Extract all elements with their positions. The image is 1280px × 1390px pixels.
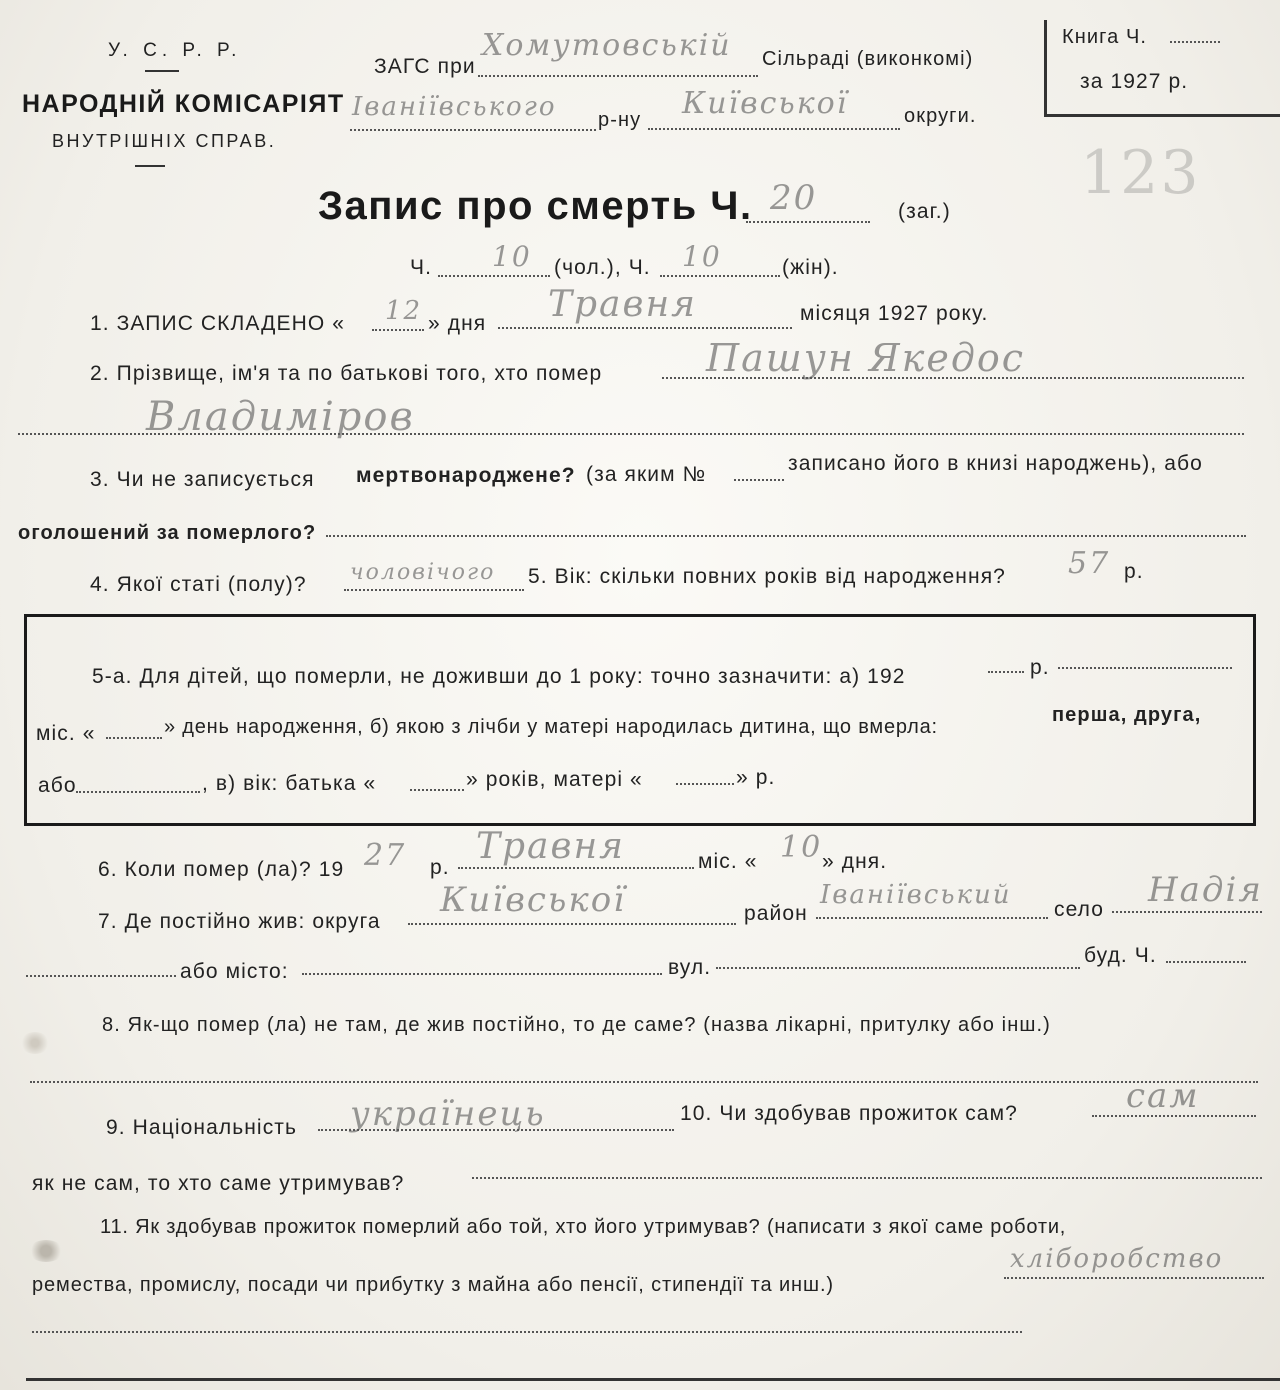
field-2-name-handwritten: Пашун Якедос (706, 336, 1026, 380)
bottom-rule (26, 1378, 1280, 1381)
field-5a-order-options: перша, друга, (1052, 704, 1202, 726)
field-5-age-handwritten: 57 (1068, 546, 1111, 581)
dotted-line (478, 74, 758, 77)
field-6-day-label: » дня. (822, 850, 888, 873)
field-9-nationality-handwritten: українець (350, 1094, 546, 1134)
field-5a-line-3-prefix: або (38, 774, 77, 797)
field-4-sex-handwritten: чоловічого (350, 560, 496, 585)
book-box-left-border (1044, 20, 1047, 116)
field-7-city-label: або місто: (180, 960, 289, 983)
field-6-month-handwritten: Травня (476, 826, 626, 867)
record-number-handwritten: 20 (770, 178, 818, 218)
dotted-line (326, 534, 1246, 537)
dotted-line (472, 1176, 1262, 1179)
field-7-label: 7. Де постійно жив: округа (98, 910, 381, 933)
book-box-bottom-border (1044, 114, 1280, 117)
punch-mark (20, 1032, 50, 1054)
dotted-line (26, 974, 176, 977)
dotted-line (30, 1080, 1258, 1083)
field-11-line-1: 11. Як здобував прожиток померлий або той, хто його утримував? (написати з якої саме роботи, (100, 1216, 1067, 1238)
field-5a-father-age: , в) вік: батька « (202, 772, 377, 795)
field-5-label: 5. Вік: скільки повних років від народження? (528, 565, 1006, 588)
female-count-handwritten: 10 (682, 240, 722, 273)
dotted-line (746, 220, 870, 223)
zags-handwritten: Хомутовській (482, 28, 732, 63)
field-11-occupation-handwritten: хліборобство (1010, 1244, 1224, 1274)
dotted-line (816, 916, 1048, 919)
book-year: за 1927 р. (1080, 70, 1189, 93)
field-7-rayon-label: район (744, 902, 808, 925)
field-5a-unit: » р. (736, 766, 776, 789)
field-1-day-label: » дня (428, 312, 487, 335)
dotted-line (106, 736, 162, 739)
field-10-label: 10. Чи здобував прожиток сам? (680, 1102, 1018, 1125)
field-1-day-handwritten: 12 (385, 296, 423, 326)
dotted-line (988, 670, 1024, 673)
field-8-label: 8. Як-що помер (ла) не там, де жив постійно, то де саме? (назва лікарні, притулку або інш.) (102, 1014, 1051, 1036)
dotted-line (344, 588, 524, 591)
field-7-okruha-handwritten: Київської (440, 880, 627, 920)
dotted-line (660, 274, 780, 277)
pencil-number: 123 (1080, 138, 1201, 208)
dotted-line (734, 478, 784, 481)
dotted-line (32, 1330, 1022, 1333)
field-3-number-label: (за яким № (586, 463, 707, 486)
field-5a-mother-age: » років, матері « (466, 768, 643, 791)
republic-label: У. С. Р. Р. (108, 40, 242, 61)
dotted-line (1004, 1276, 1264, 1279)
dotted-line (438, 274, 550, 277)
okruha-label: округи. (904, 105, 977, 127)
field-7-selo-handwritten: Надія (1148, 870, 1263, 910)
commissariat-title: НАРОДНІЙ КОМІСАРІЯТ (22, 90, 345, 118)
field-7-rayon-handwritten: Іваніївський (820, 880, 1012, 910)
field-5a-year-unit: р. (1030, 656, 1050, 679)
form-title: Запис про смерть Ч. (318, 184, 753, 228)
field-1-label: 1. ЗАПИС СКЛАДЕНО « (90, 312, 346, 335)
zags-prefix: ЗАГС при (374, 55, 476, 78)
department-label: ВНУТРІШНІХ СПРАВ. (52, 131, 277, 151)
field-5a-line-2: » день народження, б) якою з лічби у матері народилась дитина, що вмерла: (164, 716, 938, 738)
dotted-line (408, 922, 736, 925)
dotted-line (1112, 910, 1262, 913)
dotted-line (76, 790, 200, 793)
title-suffix: (заг.) (898, 200, 951, 223)
field-3-stillborn: мертвонароджене? (356, 464, 576, 487)
dotted-line (498, 326, 792, 329)
dotted-line (18, 432, 1244, 435)
district-handwritten: Іваніївського (352, 92, 557, 122)
dotted-line (350, 128, 596, 131)
field-5a-line-1: 5-а. Для дітей, що померли, не доживши до 1 року: точно зазначити: а) 192 (92, 665, 906, 688)
field-7-house-label: буд. Ч. (1084, 944, 1157, 967)
dotted-line (302, 972, 662, 975)
district-label: р-ну (598, 109, 642, 131)
divider (145, 70, 179, 72)
field-2-label: 2. Прізвище, ім'я та по батькові того, хто помер (90, 362, 603, 385)
field-5-unit: р. (1124, 560, 1144, 583)
field-10-answer-handwritten: сам (1126, 1076, 1200, 1116)
field-7-selo-label: село (1054, 898, 1105, 921)
field-6-month-label: міс. « (698, 850, 758, 873)
field-9-label: 9. Національність (106, 1116, 298, 1139)
dotted-line (1058, 666, 1232, 669)
field-6-label: 6. Коли помер (ла)? 19 (98, 858, 345, 881)
dotted-line (648, 127, 900, 130)
book-label: Книга Ч. (1062, 26, 1148, 48)
dotted-line (1092, 1114, 1256, 1117)
field-1-year-label: місяця 1927 року. (800, 302, 989, 325)
field-1-month-handwritten: Травня (548, 284, 698, 325)
dotted-line (410, 788, 464, 791)
okruha-handwritten: Київської (682, 86, 849, 121)
field-6-year-handwritten: 27 (364, 838, 407, 873)
dotted-line (318, 1128, 674, 1131)
dotted-line (716, 966, 1080, 969)
field-6-day-handwritten: 10 (780, 830, 823, 865)
dotted-line (372, 328, 424, 331)
field-3-declared-dead: оголошений за померлого? (18, 522, 317, 544)
zags-suffix: Сільраді (виконкомі) (762, 48, 974, 70)
field-2-patronymic-handwritten: Владиміров (146, 394, 415, 440)
dotted-line (1166, 960, 1246, 963)
field-7-street-label: вул. (668, 956, 712, 979)
field-3-birth-book: записано його в книзі народжень), або (788, 452, 1203, 475)
female-label: (жін). (782, 256, 839, 279)
punch-mark (28, 1240, 64, 1262)
dotted-line (1170, 40, 1220, 43)
field-10-supporter-label: як не сам, то хто саме утримував? (32, 1172, 405, 1195)
dotted-line (676, 782, 734, 785)
male-count-handwritten: 10 (492, 240, 532, 273)
field-5a-line-2-prefix: міс. « (36, 722, 96, 745)
field-6-year-unit: р. (430, 856, 450, 879)
dotted-line (458, 866, 694, 869)
male-count-prefix: Ч. (410, 256, 433, 279)
field-4-label: 4. Якої статі (полу)? (90, 573, 307, 596)
field-11-line-2: ремества, промислу, посади чи прибутку з майна або пенсії, стипендії та инш.) (32, 1274, 834, 1296)
field-3-label: 3. Чи не записується (90, 468, 315, 491)
dotted-line (662, 376, 1244, 379)
male-label: (чол.), Ч. (554, 256, 651, 279)
divider (135, 165, 165, 167)
